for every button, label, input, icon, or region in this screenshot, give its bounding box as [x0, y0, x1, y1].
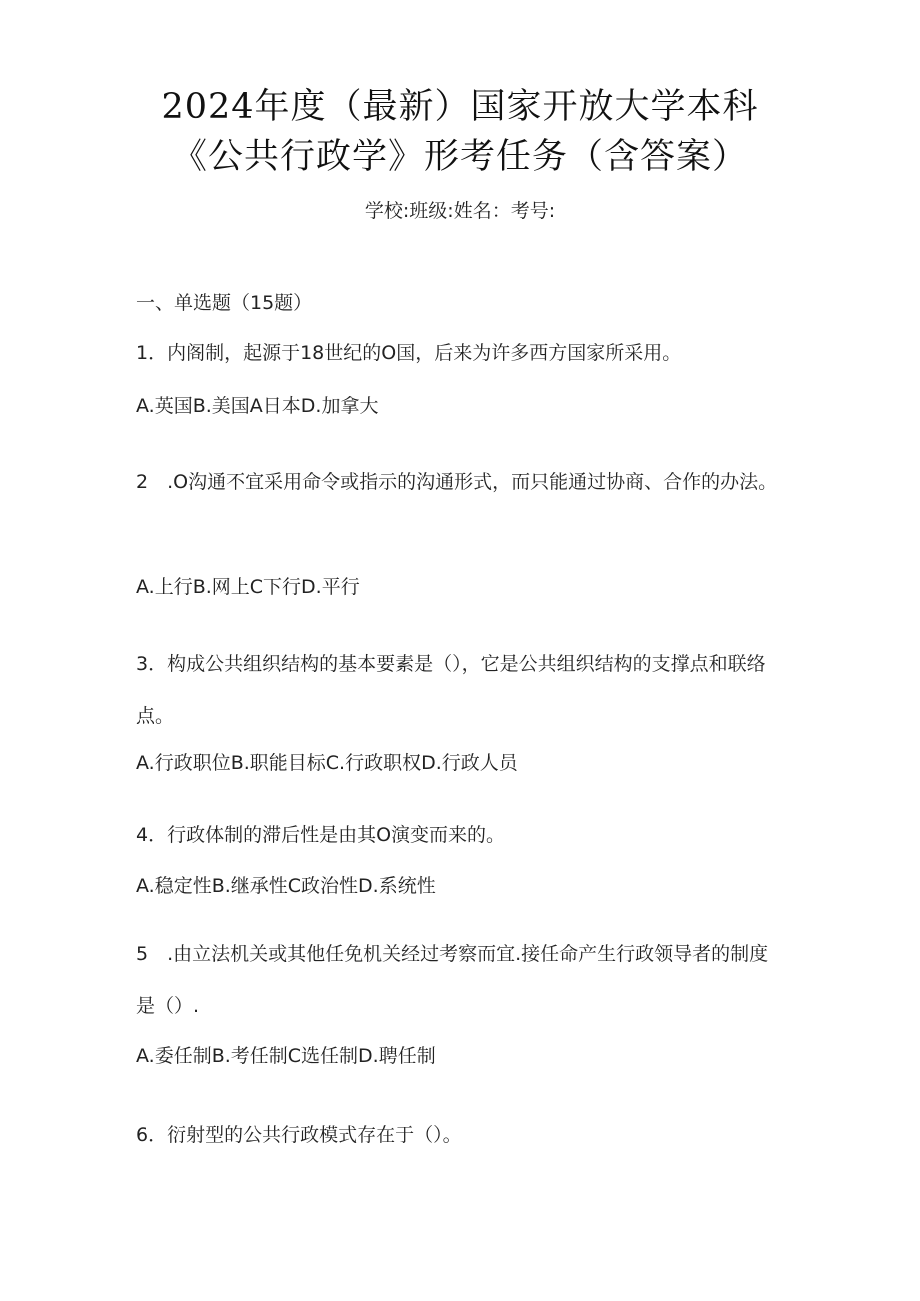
question-3-stem: 3．构成公共组织结构的基本要素是（），它是公共组织结构的支撑点和联络点。: [136, 653, 766, 727]
question-6-stem: 6．衍射型的公共行政模式存在于（）。: [136, 1124, 462, 1146]
section-heading: 一、单选题（15题）: [136, 292, 313, 314]
question-1-options: A.英国B.美国A日本D.加拿大: [136, 395, 379, 417]
document-title: 2024年度（最新）国家开放大学本科《公共行政学》形考任务（含答案）: [161, 87, 759, 177]
question-2-stem: 2 .O沟通不宜采用命令或指示的沟通形式，而只能通过协商、合作的办法。: [136, 471, 778, 493]
question-5-options: A.委任制B.考任制C选任制D.聘任制: [136, 1045, 436, 1067]
question-4-stem: 4．行政体制的滞后性是由其O演变而来的。: [136, 824, 506, 846]
question-1-stem: 1．内阁制，起源于18世纪的O国，后来为许多西方国家所采用。: [136, 342, 682, 364]
question-4-options: A.稳定性B.继承性C政治性D.系统性: [136, 875, 436, 897]
question-3-options: A.行政职位B.职能目标C.行政职权D.行政人员: [136, 752, 518, 774]
question-5-stem: 5 .由立法机关或其他任免机关经过考察而宜.接任命产生行政领导者的制度是（）.: [136, 943, 769, 1017]
question-2-options: A.上行B.网上C下行D.平行: [136, 576, 360, 598]
student-info-line: 学校:班级:姓名：考号:: [364, 200, 556, 222]
